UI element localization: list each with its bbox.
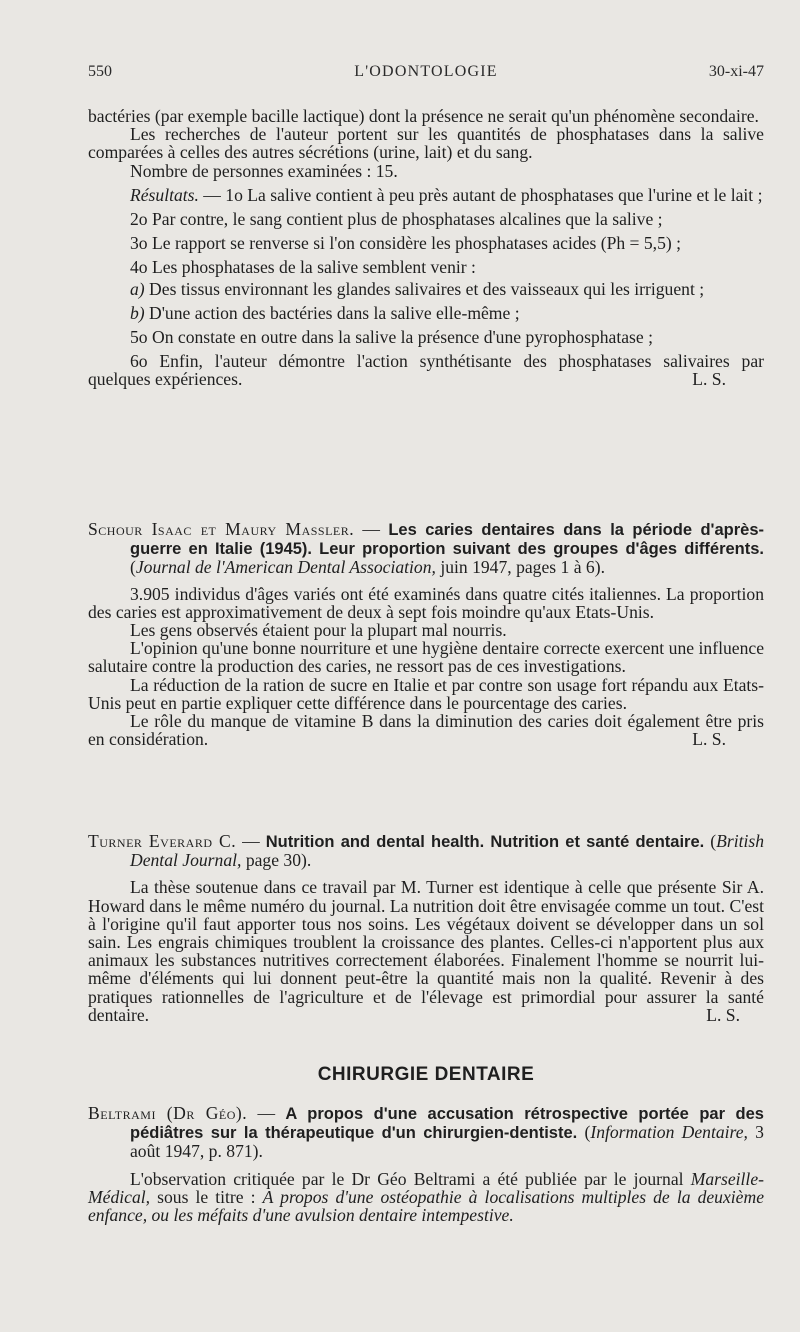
paragraph: 2o Par contre, le sang contient plus de phosphatases alcalines que la salive ; [130,209,663,230]
paragraph: L'observation critiquée par le Dr Géo Beltrami a été publiée par le journal Marseille-Médical, sous le titre : A propos d'une ostéopathie à localisations multiples de la deuxième enfance, ou les méfaits d'une avulsion dentaire intempestive. [88,1168,765,1226]
paragraph: Les recherches de l'auteur portent sur les quantités de phosphatases dans la salive comparées à celles des autres sécrétions (urine, lait) et du sang. [88,124,764,163]
journal-name: Information Dentaire, [590,1122,748,1143]
issue-date: 30-xi-47 [708,63,764,80]
paragraph: 6o Enfin, l'auteur démontre l'action synthétisante des phosphatases salivaires par quelques expériences. L. S. [88,351,764,390]
journal-title: L'ODONTOLOGIE [354,63,498,80]
abstract-nutrition [88,832,764,1024]
abstract-phosphatases [88,107,764,389]
paragraph: Les gens observés étaient pour la plupart mal nourris. [130,620,507,641]
authors: Turner Everard C. [88,831,237,851]
authors: Beltrami (Dr Géo). [88,1103,248,1123]
paragraph: Nombre de personnes examinées : 15. [130,160,398,181]
paragraph: La réduction de la ration de sucre en Italie et par contre son usage fort répandu aux Etats-Unis peut en partie expliquer cette différence dans le pourcentage des caries. [88,674,764,713]
signature: L. S. [706,1004,740,1025]
paragraph: bactéries (par exemple bacille lactique) dont la présence ne serait qu'un phénomène secondaire. [88,106,759,126]
abstract-caries-italie [88,520,764,748]
abstract-beltrami [88,1104,764,1224]
paragraph: a) Des tissus environnant les glandes salivaires et des vaisseaux qui les irriguent ; [130,278,705,299]
paragraph: b) D'une action des bactéries dans la salive elle-même ; [130,302,520,323]
paragraph: Le rôle du manque de vitamine B dans la diminution des caries doit également être pris en considération. L. S. [88,711,764,750]
article-title: A propos d'une accusation rétrospective portée par des pédiâtres sur la thérapeutique d'un chirurgien-dentiste. [130,1105,764,1143]
journal-name: British Dental Journal, [130,831,764,871]
citation: Beltrami (Dr Géo). — A propos d'une accusation rétrospective portée par des pédiâtres sur la thérapeutique d'un chirurgien-dentiste. (Information Dentaire, 3 août 1947, p. 871). [88,1103,764,1162]
citation: Turner Everard C. — Nutrition and dental health. Nutrition et santé dentaire. (British Dental Journal, page 30). [88,831,764,871]
paragraph: L'opinion qu'une bonne nourriture et une hygiène dentaire correcte exercent une influence salutaire contre la production des caries, ne ressort pas de ces investigations. [88,638,764,677]
results-label: Résultats. [130,184,199,205]
journal-name: Journal de l'American Dental Association, [135,557,436,578]
page-number: 550 [88,63,112,80]
signature: L. S. [692,369,726,390]
signature: L. S. [692,729,726,750]
paragraph: La thèse soutenue dans ce travail par M. Turner est identique à celle que présente Sir A. Howard dans le même numéro du journal. La nutrition doit être envisagée comme un tout. C'est à l'origine qu'il faut apporter tous nos soins. Les végétaux doivent se développer dans un sol sain. Les engrais chimiques troublent la croissance des plantes. Celles-ci n'apportent plus aux animaux les substances nutritives correctement élaborées. Finalement l'homme se nourrit lui-même d'éléments qui lui donnent peut-être la quantité mais non la qualité. Revenir à des pratiques rationnelles de l'agriculture et de l'élevage est primordial pour assurer la santé dentaire. L. S. [88,877,764,1025]
authors: Schour Isaac et Maury Massler. [88,519,355,539]
paragraph: 3.905 individus d'âges variés ont été examinés dans quatre cités italiennes. La proportion des caries est approximativement de deux à sept fois moindre qu'aux Etats-Unis. [88,583,764,622]
paragraph: 3o Le rapport se renverse si l'on considère les phosphatases acides (Ph = 5,5) ; [130,233,682,254]
paragraph: 5o On constate en outre dans la salive la présence d'une pyrophosphatase ; [130,327,653,348]
article-title: Nutrition and dental health. Nutrition et santé dentaire. [265,833,705,851]
citation: Schour Isaac et Maury Massler. — Les caries dentaires dans la période d'après-guerre en Italie (1945). Leur proportion suivant des groupes d'âges différents. (Journal de l'American Dental Association, juin 1947, pages 1 à 6). [88,519,765,578]
section-heading: CHIRURGIE DENTAIRE [317,1064,535,1085]
article-title: Les caries dentaires dans la période d'après-guerre en Italie (1945). Leur proportion suivant des groupes d'âges différents. [130,521,765,559]
paragraph: Résultats. — 1o La salive contient à peu près autant de phosphatases que l'urine et le lait ; [130,184,763,205]
paragraph: 4o Les phosphatases de la salive semblent venir : [130,257,476,278]
running-header [88,63,764,85]
